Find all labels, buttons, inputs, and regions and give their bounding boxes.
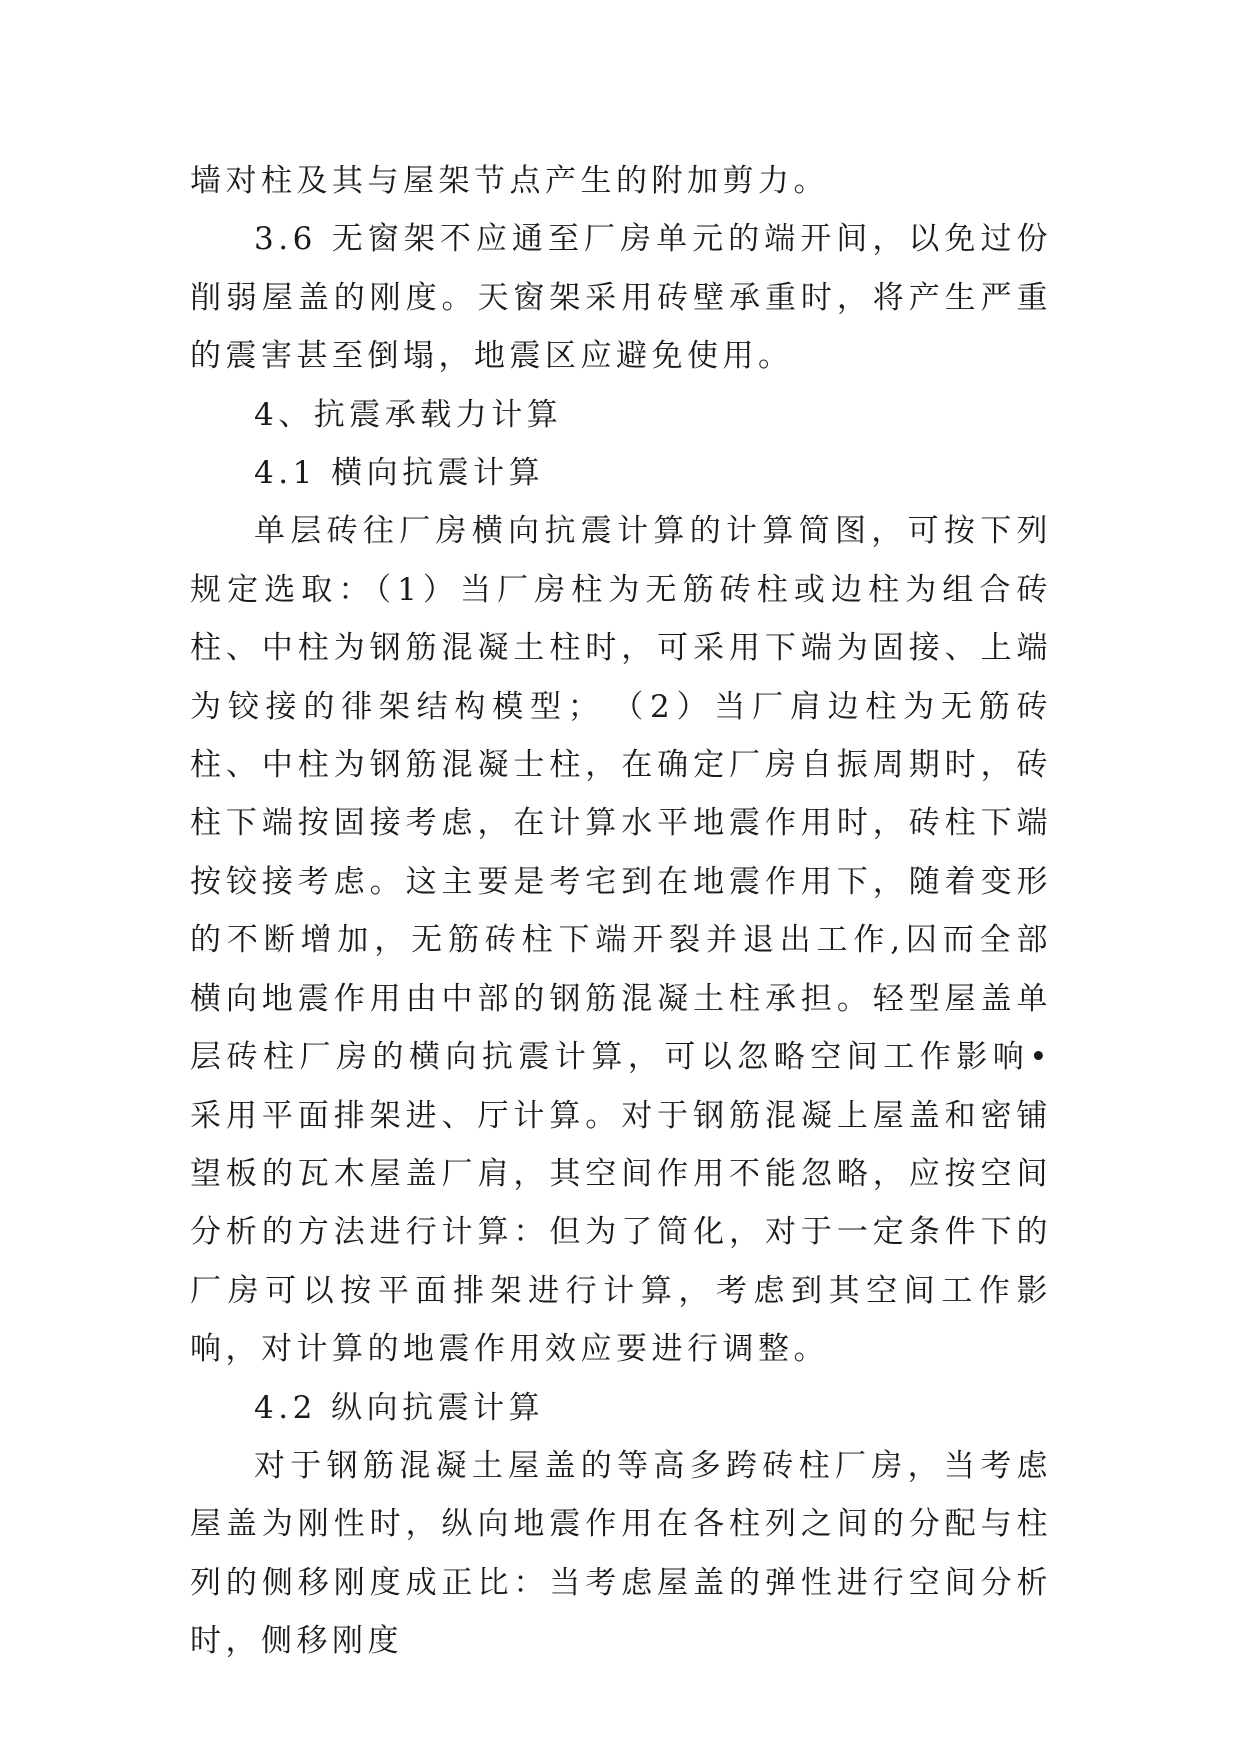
paragraph-3-6: 3.6 无窗架不应通至厂房单元的端开间，以免过份削弱屋盖的刚度。天窗架采用砖壁承重时，将产生严重的震害甚至倒塌，地震区应避免使用。 xyxy=(190,221,1052,375)
paragraph-transverse-calculation: 单层砖往厂房横向抗震计算的计算简图，可按下列规定选取：（1）当厂房柱为无筋砖柱或边柱为组合砖柱、中柱为钢筋混凝土柱时，可采用下端为固接、上端为铰接的徘架结构模型； （2）当厂肩边柱为无筋砖柱、中柱为钢筋混凝士柱，在确定厂房自振周期时，砖柱下端按固接考虑，在计算水平地震作用时，砖柱下端按铰接考虑。这主要是考宅到在地震作用下，随着变形的不断增加，无筋砖柱下端开裂并退出工作,囚而全部横向地震作用由中部的钢筋混凝土柱承担。轻型屋盖单层砖柱厂房的横向抗震计算，可以忽略空间工作影响•采用平面排架进、厅计算。对于钢筋混凝上屋盖和密铺望板的瓦木屋盖厂肩，其空间作用不能忽略，应按空间分析的方法进行计算：但为了简化，对于一定条件下的厂房可以按平面排架进行计算，考虑到其空间工作影响，对计算的地震作用效应要进行调整。 xyxy=(190,513,1052,1368)
subsection-heading-4-1: 4.1 横向抗震计算 xyxy=(254,455,545,492)
subsection-heading-4-2: 4.2 纵向抗震计算 xyxy=(254,1389,545,1426)
document-body xyxy=(190,152,1052,1671)
paragraph-continuation: 墙对柱及其与屋架节点产生的附加剪力。 xyxy=(190,163,829,199)
section-heading-4: 4、抗震承载力计算 xyxy=(254,396,563,433)
paragraph-longitudinal-calculation: 对于钢筋混凝土屋盖的等高多跨砖柱厂房，当考虑屋盖为刚性时，纵向地震作用在各柱列之间的分配与柱列的侧移刚度成正比：当考虑屋盖的弹性进行空间分析时，侧移刚度 xyxy=(190,1447,1052,1660)
